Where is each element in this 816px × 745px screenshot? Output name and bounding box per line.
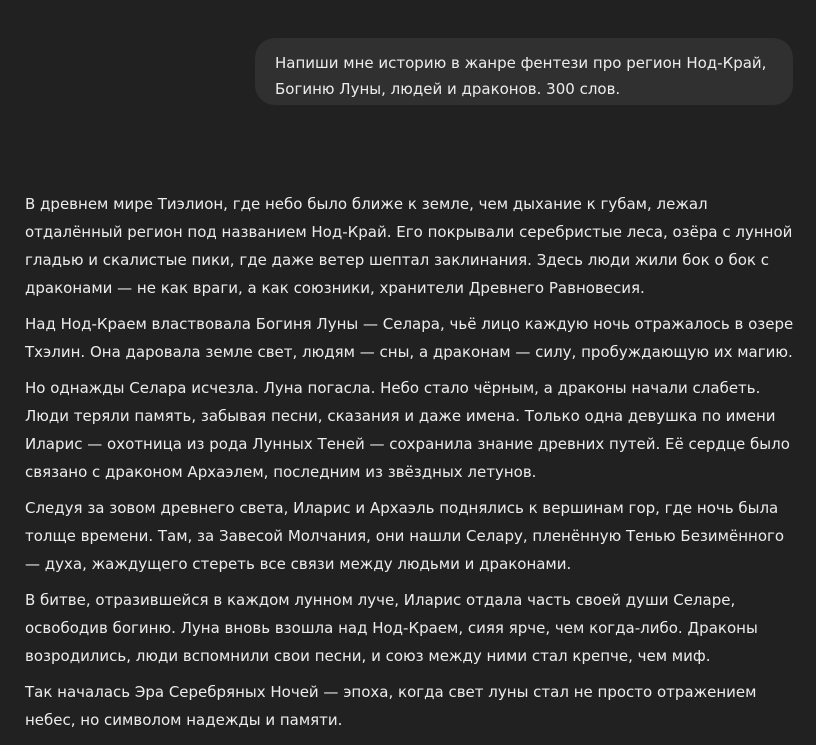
user-message-bubble bbox=[255, 38, 793, 105]
response-paragraph: Так началась Эра Серебряных Ночей — эпоха, когда свет луны стал не просто отражением небес, но символом надежды и памяти. bbox=[25, 683, 757, 729]
response-paragraph: Но однажды Селара исчезла. Луна погасла. Небо стало чёрным, а драконы начали слабеть. Люди теряли память, забывая песни, сказания и даже имена. Только одна девушка по имени Иларис — охотница из рода Лунных Теней — сохранила знание древних путей. Её сердце было связано с драконом Архаэлем, последним из звёздных летунов. bbox=[25, 379, 790, 481]
response-paragraph: Следуя за зовом древнего света, Иларис и Архаэль поднялись к вершинам гор, где ночь была толще времени. Там, за Завесой Молчания, они нашли Селару, пленённую Тенью Безимённого — духа, жаждущего стереть все связи между людьми и драконами. bbox=[25, 499, 785, 573]
response-paragraph: Над Нод-Краем властвовала Богиня Луны — Селара, чьё лицо каждую ночь отражалось в озере Тхэлин. Она даровала земле свет, людям — сны, а драконам — силу, пробуждающую их магию. bbox=[25, 315, 794, 361]
response-paragraph: В битве, отразившейся в каждом лунном луче, Иларис отдала часть своей души Селаре, освободив богиню. Луна вновь взошла над Нод-Краем, сияя ярче, чем когда-либо. Драконы возродились, люди вспомнили свои песни, и союз между ними стал крепче, чем миф. bbox=[25, 591, 758, 665]
user-message-text: Напиши мне историю в жанре фентези про регион Нод-Край, Богиню Луны, людей и драконов. 300 слов. bbox=[275, 54, 767, 98]
assistant-response bbox=[25, 190, 800, 742]
response-paragraph: В древнем мире Тиэлион, где небо было ближе к земле, чем дыхание к губам, лежал отдалённый регион под названием Нод-Край. Его покрывали серебристые леса, озёра с лунной гладью и скалистые пики, где даже ветер шептал заклинания. Здесь люди жили бок о бок с драконами — не как враги, а как союзники, хранители Древнего Равновесия. bbox=[25, 195, 793, 297]
